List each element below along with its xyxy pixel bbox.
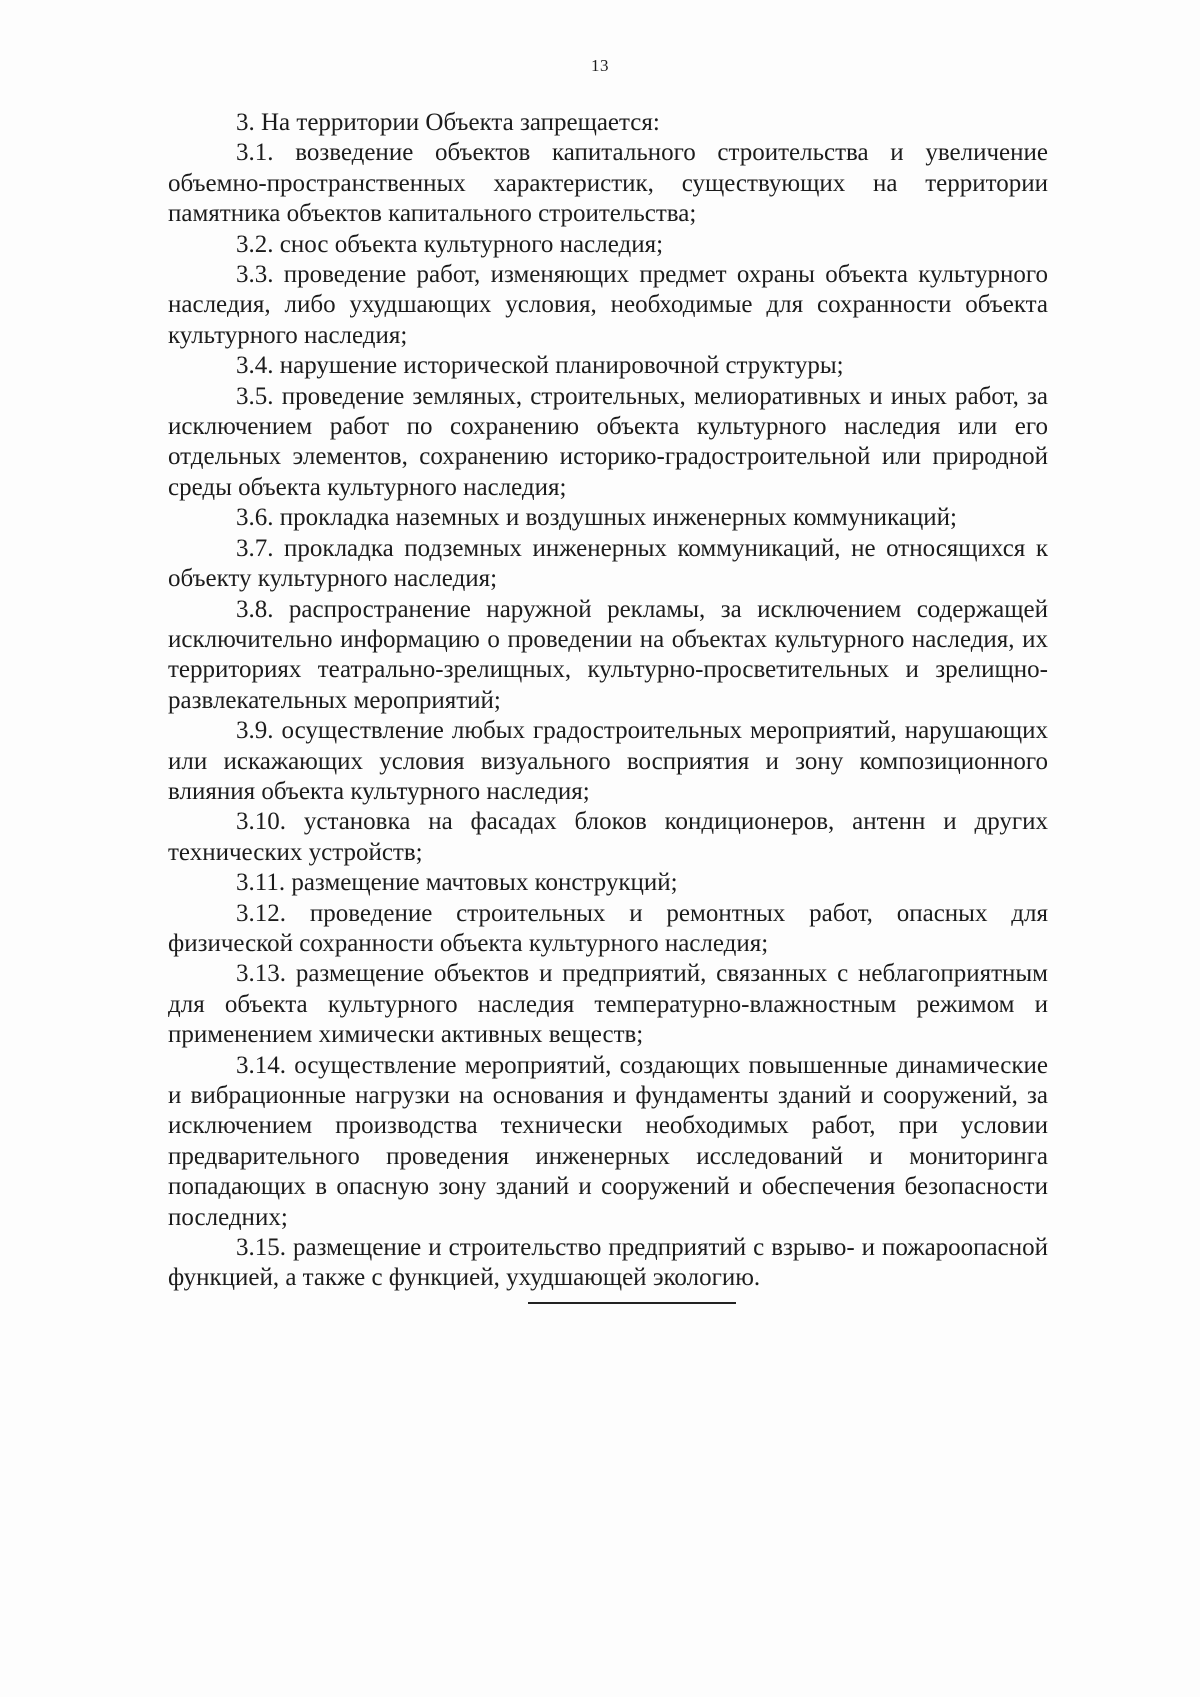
clause-3-11: 3.11. размещение мачтовых конструкций; bbox=[236, 869, 678, 897]
clause-3-12: 3.12. проведение строительных и ремонтных работ, опасных для физической сохранности объекта культурного наследия; bbox=[168, 899, 1048, 957]
clause-3-10: 3.10. установка на фасадах блоков кондиционеров, антенн и других технических устройств; bbox=[168, 808, 1048, 866]
clause-3-5: 3.5. проведение земляных, строительных, мелиоративных и иных работ, за исключением работ по сохранению объекта культурного наследия или его отдельных элементов, сохранению историко-градостроительной или природной среды объекта культурного наследия; bbox=[168, 382, 1048, 501]
document-body bbox=[168, 108, 1048, 1294]
clause-3-2: 3.2. снос объекта культурного наследия; bbox=[236, 230, 664, 258]
clause-3-15: 3.15. размещение и строительство предприятий с взрыво- и пожароопасной функцией, а также с функцией, ухудшающей экологию. bbox=[168, 1234, 1048, 1292]
end-of-text-rule bbox=[528, 1302, 736, 1304]
clause-3-4: 3.4. нарушение исторической планировочной структуры; bbox=[236, 352, 844, 380]
clause-3-9: 3.9. осуществление любых градостроительных мероприятий, нарушающих или искажающих условия визуального восприятия и зону композиционного влияния объекта культурного наследия; bbox=[168, 717, 1048, 805]
clause-3-3: 3.3. проведение работ, изменяющих предмет охраны объекта культурного наследия, либо ухудшающих условия, необходимые для сохранности объекта культурного наследия; bbox=[168, 261, 1048, 349]
clause-3-14: 3.14. осуществление мероприятий, создающих повышенные динамические и вибрационные нагрузки на основания и фундаменты зданий и сооружений, за исключением производства технически необходимых работ, при условии предварительного проведения инженерных исследований и мониторинга попадающих в опасную зону зданий и сооружений и обеспечения безопасности последних; bbox=[168, 1051, 1048, 1231]
page-number: 13 bbox=[591, 56, 609, 75]
clause-3-1: 3.1. возведение объектов капитального строительства и увеличение объемно-пространственных характеристик, существующих на территории памятника объектов капитального строительства; bbox=[168, 139, 1048, 228]
clause-3-6: 3.6. прокладка наземных и воздушных инженерных коммуникаций; bbox=[236, 504, 957, 532]
clause-3-8: 3.8. распространение наружной рекламы, за исключением содержащей исключительно информацию о проведении на объектах культурного наследия, их территориях театрально-зрелищных, культурно-просветительных и зрелищно-развлекательных мероприятий; bbox=[168, 595, 1048, 714]
clause-3-13: 3.13. размещение объектов и предприятий, связанных с неблагоприятным для объекта культурного наследия температурно-влажностным режимом и применением химически активных веществ; bbox=[168, 960, 1048, 1049]
section-heading: 3. На территории Объекта запрещается: bbox=[236, 109, 660, 136]
clause-3-7: 3.7. прокладка подземных инженерных коммуникаций, не относящихся к объекту культурного наследия; bbox=[168, 534, 1048, 593]
